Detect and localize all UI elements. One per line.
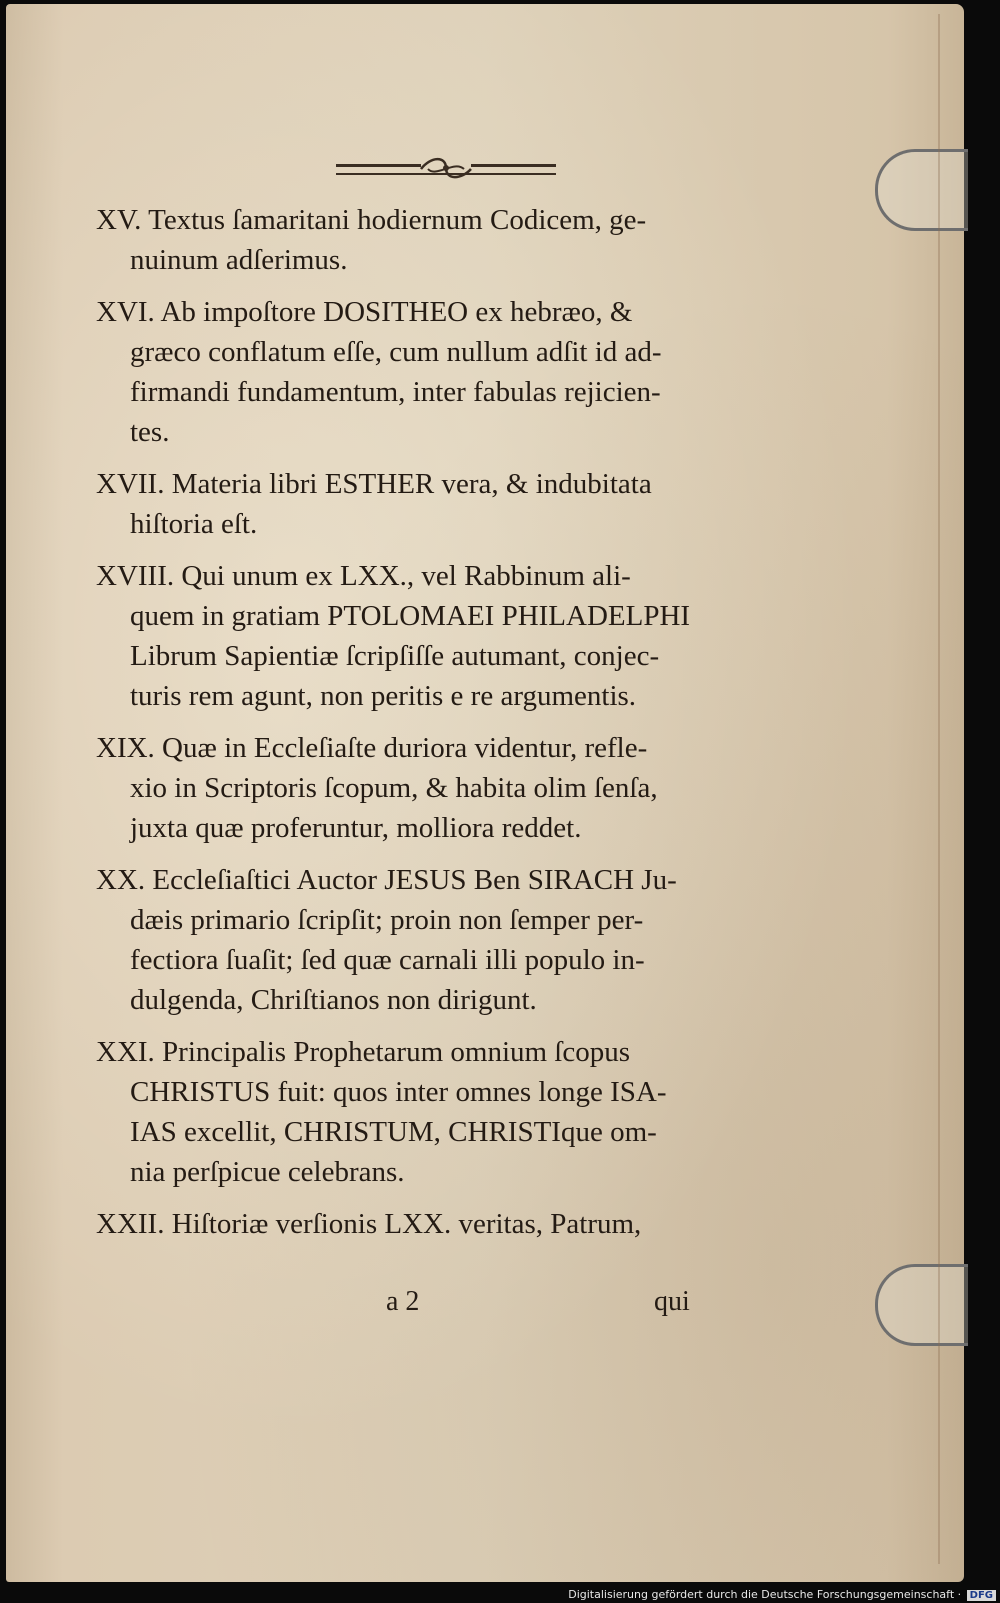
digitization-credit: [568, 1588, 996, 1601]
text-line: XXI. Principalis Prophetarum omnium ſcopus: [96, 1036, 631, 1068]
text-line: nia perſpicue celebrans.: [130, 1156, 405, 1188]
thesis-xv: [96, 200, 756, 280]
thesis-xix: [96, 728, 756, 848]
text-line: nuinum adſerimus.: [130, 244, 348, 276]
text-line: Librum Sapientiæ ſcripſiſſe autumant, conjec-: [130, 640, 660, 672]
text-line: firmandi fundamentum, inter fabulas rejicien-: [130, 376, 661, 408]
text-line: XV. Textus ſamaritani hodiernum Codicem, ge-: [96, 204, 647, 236]
text-line: dæis primario ſcripſit; proin non ſemper per-: [130, 904, 644, 936]
thesis-xxi: [96, 1032, 756, 1192]
text-line: XX. Eccleſiaſtici Auctor JESUS Ben SIRACH Ju-: [96, 864, 677, 896]
text-line: xio in Scriptoris ſcopum, & habita olim ſenſa,: [130, 772, 658, 804]
text-line: dulgenda, Chriſtianos non dirigunt.: [130, 984, 537, 1016]
text-line: CHRISTUS fuit: quos inter omnes longe ISA-: [130, 1076, 667, 1108]
thesis-list: [96, 200, 756, 1256]
text-line: XXII. Hiſtoriæ verſionis LXX. veritas, Patrum,: [96, 1208, 642, 1240]
text-line: IAS excellit, CHRISTUM, CHRISTIque om-: [130, 1116, 657, 1148]
thesis-xxii: [96, 1204, 756, 1244]
thesis-xviii: [96, 556, 756, 716]
text-line: XVI. Ab impoſtore DOSITHEO ex hebræo, &: [96, 296, 633, 328]
text-line: XVII. Materia libri ESTHER vera, & indubitata: [96, 468, 652, 500]
ornament-icon: [336, 154, 556, 186]
text-line: græco conflatum eſſe, cum nullum adſit id ad-: [130, 336, 662, 368]
catchword: qui: [654, 1286, 690, 1317]
text-line: fectiora ſuaſit; ſed quæ carnali illi populo in-: [130, 944, 645, 976]
text-line: hiſtoria eſt.: [130, 508, 258, 540]
text-line: XIX. Quæ in Eccleſiaſte duriora videntur, refle-: [96, 732, 648, 764]
text-line: turis rem agunt, non peritis e re argumentis.: [130, 680, 637, 712]
dfg-logo: DFG: [967, 1590, 996, 1601]
thesis-xvi: [96, 292, 756, 452]
book-page: [6, 4, 964, 1582]
text-line: XVIII. Qui unum ex LXX., vel Rabbinum ali-: [96, 560, 631, 592]
signature-mark: a 2: [386, 1286, 420, 1317]
page-clip-bottom: [875, 1264, 968, 1346]
page-clip-top: [875, 149, 968, 231]
thesis-xvii: [96, 464, 756, 544]
text-line: quem in gratiam PTOLOMAEI PHILADELPHI: [130, 600, 691, 632]
thesis-xx: [96, 860, 756, 1020]
credit-text: Digitalisierung gefördert durch die Deutsche Forschungsgemeinschaft ·: [568, 1588, 962, 1601]
text-line: tes.: [130, 416, 170, 448]
text-line: juxta quæ proferuntur, molliora reddet.: [130, 812, 582, 844]
